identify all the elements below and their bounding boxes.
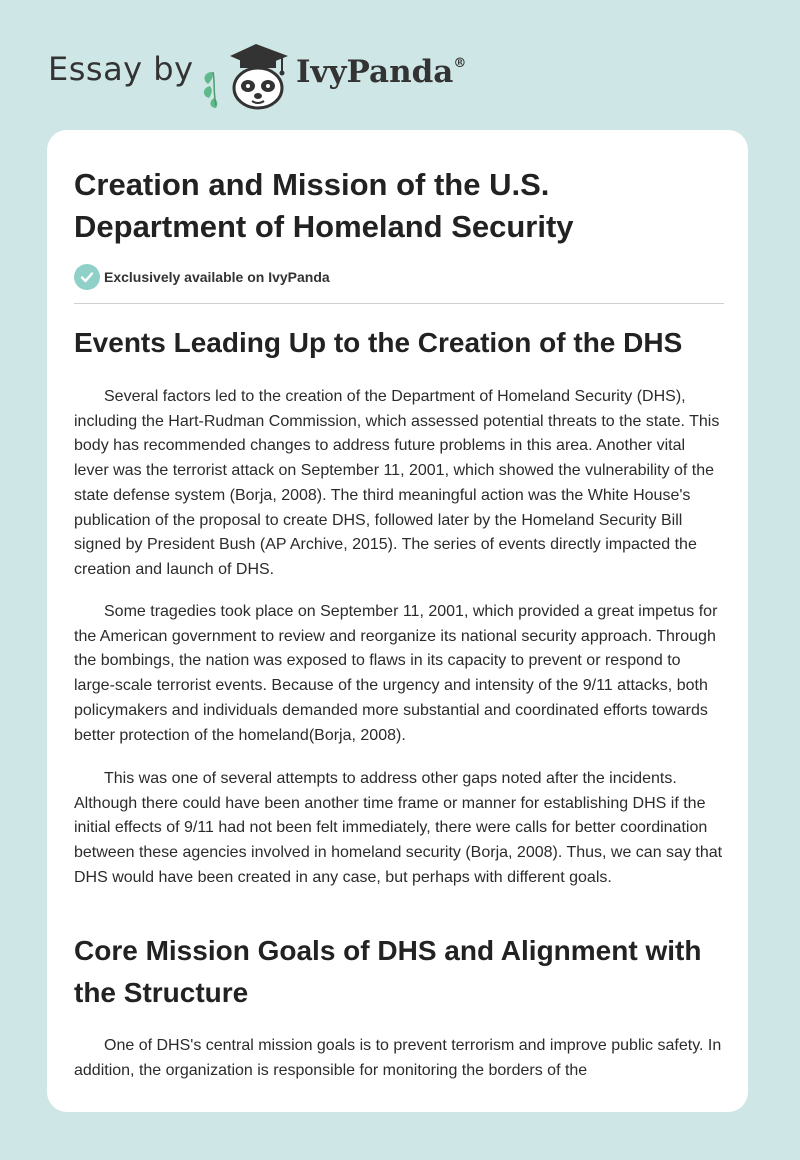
exclusive-badge [74, 263, 330, 291]
essay-card [47, 130, 748, 1112]
site-header [0, 0, 800, 128]
page-title: Creation and Mission of the U.S. Department of Homeland Security [74, 167, 574, 244]
section-heading: Core Mission Goals of DHS and Alignment with the Structure [74, 935, 702, 1008]
divider [74, 303, 724, 304]
brand-name[interactable]: IvyPanda® [296, 54, 467, 90]
ivy-leaf-icon [204, 72, 217, 108]
paragraph: Several factors led to the creation of the Department of Homeland Security (DHS), including the Hart-Rudman Commission, which assessed potential threats to the state. This body has recommended changes to address future problems in this area. Another vital lever was the terrorist attack on September 11, 2001, which showed the vulnerability of the state defense system (Borja, 2008). The third meaningful action was the White House's publication of the proposal to create DHS, followed later by the Homeland Security Bill signed by President Bush (AP Archive, 2015). The series of events directly impacted the creation and launch of DHS. [74, 388, 720, 578]
paragraph: One of DHS's central mission goals is to prevent terrorism and improve public safety. In addition, the organization is responsible for monitoring the borders of the [74, 1037, 722, 1079]
paragraph: This was one of several attempts to address other gaps noted after the incidents. Although there could have been another time frame or manner for establishing DHS if the initial effects of 9/11 had not been felt immediately, there were calls for better coordination between these agencies involved in homeland security (Borja, 2008). Thus, we can say that DHS would have been created in any case, but perhaps with different goals. [74, 770, 723, 886]
registered-mark: ® [453, 56, 467, 71]
essay-by-label: Essay by [48, 50, 194, 88]
exclusive-badge-label: Exclusively available on IvyPanda [104, 269, 330, 285]
paragraph: Some tragedies took place on September 11, 2001, which provided a great impetus for the American government to review and reorganize its national security approach. Through the bombings, the nation was exposed to flaws in its capacity to prevent or respond to large-scale terrorist events. Because of the urgency and intensity of the 9/11 attacks, both policymakers and individuals demanded more substantial and coordinated efforts towards better protection of the homeland(Borja, 2008). [74, 603, 718, 744]
section-heading: Events Leading Up to the Creation of the DHS [74, 327, 683, 358]
check-icon [74, 264, 100, 290]
panda-graduate-logo-icon [200, 36, 296, 110]
